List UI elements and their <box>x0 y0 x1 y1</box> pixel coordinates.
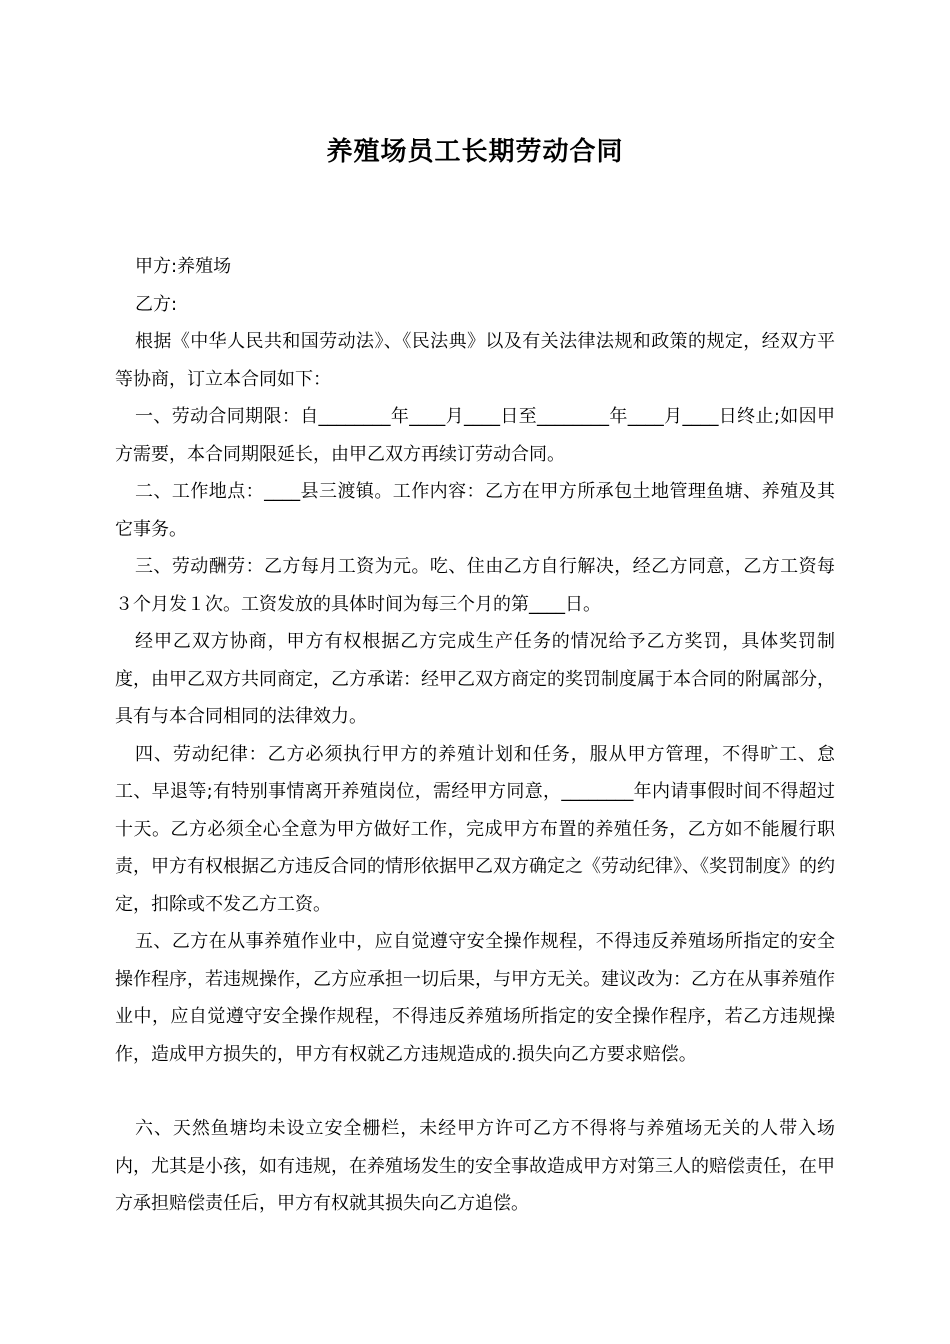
clause-5-paragraph: 五、乙方在从事养殖作业中，应自觉遵守安全操作规程，不得违反养殖场所指定的安全操作程序，若违规操作，乙方应承担一切后果，与甲方无关。建议改为：乙方在从事养殖作业中，应自觉遵守安全操作规程，不得违反养殖场所指定的安全操作程序，若乙方违规操作，造成甲方损失的，甲方有权就乙方违规造成的.损失向乙方要求赔偿。 <box>115 931 835 1065</box>
party-b-line: 乙方: <box>135 293 178 315</box>
document-title: 养殖场员工长期劳动合同 <box>326 137 624 167</box>
clause-1-paragraph: 一、劳动合同期限：自________年____月____日至________年____月____日终止;如因甲方需要，本合同期限延长，由甲乙双方再续订劳动合同。 <box>115 406 835 465</box>
clause-3-extra-paragraph: 经甲乙双方协商，甲方有权根据乙方完成生产任务的情况给予乙方奖罚，具体奖罚制度，由甲乙双方共同商定，乙方承诺：经甲乙双方商定的奖罚制度属于本合同的附属部分，具有与本合同相同的法律效力。 <box>115 631 835 727</box>
party-a-line: 甲方:养殖场 <box>135 256 232 277</box>
clause-4-paragraph: 四、劳动纪律：乙方必须执行甲方的养殖计划和任务，服从甲方管理，不得旷工、怠工、早退等;有特别事情离开养殖岗位，需经甲方同意，________年内请事假时间不得超过十天。乙方必须全心全意为甲方做好工作，完成甲方布置的养殖任务，乙方如不能履行职责，甲方有权根据乙方违反合同的情形依据甲乙双方确定之《劳动纪律》、《奖罚制度》的约定，扣除或不发乙方工资。 <box>115 743 835 915</box>
clause-6-paragraph: 六、天然鱼塘均未设立安全栅栏，未经甲方许可乙方不得将与养殖场无关的人带入场内，尤其是小孩，如有违规，在养殖场发生的安全事故造成甲方对第三人的赔偿责任，在甲方承担赔偿责任后，甲方有权就其损失向乙方追偿。 <box>115 1118 835 1214</box>
clause-2-paragraph: 二、工作地点：____县三渡镇。工作内容：乙方在甲方所承包土地管理鱼塘、养殖及其它事务。 <box>115 481 835 540</box>
document-body <box>115 248 835 1223</box>
preamble-paragraph: 根据《中华人民共和国劳动法》、《民法典》以及有关法律法规和政策的规定，经双方平等协商，订立本合同如下： <box>115 331 835 390</box>
paragraph-spacer <box>115 1073 835 1110</box>
clause-3-paragraph: 三、劳动酬劳：乙方每月工资为元。吃、住由乙方自行解决，经乙方同意，乙方工资每３个月发１次。工资发放的具体时间为每三个月的第____日。 <box>115 556 835 615</box>
